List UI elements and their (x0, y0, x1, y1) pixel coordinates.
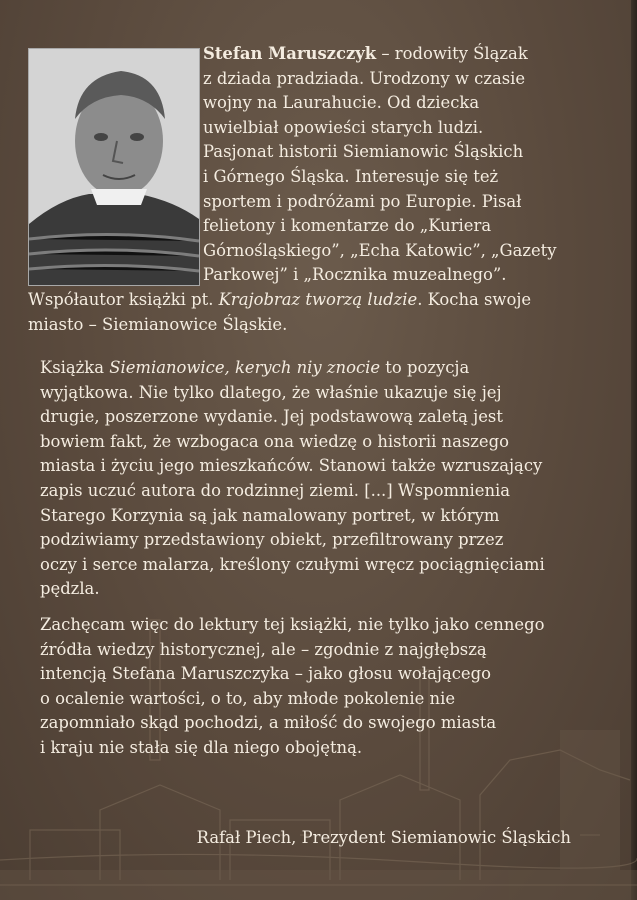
bio-line: Górnośląskiego”, „Echa Katowic”, „Gazety (203, 240, 557, 260)
book-title: Siemianowice, kerych niy znocie (109, 358, 381, 377)
review-text (40, 356, 580, 772)
review-signature: Rafał Piech, Prezydent Siemianowic Śląskich (196, 828, 571, 847)
bio-line: Pasjonat historii Siemianowic Śląskich (203, 142, 524, 162)
bio-line: felietony i komentarze do „Kuriera (203, 216, 492, 236)
review-paragraph-2: Zachęcam więc do lektury tej książki, nie tylko jako cennego źródła wiedzy historycznej, ale – zgodnie z najgłębszą intencją Stefana Maruszczyka – jako głosu wołającego o ocalenie wartości, o to, aby młode pokolenie nie zapomniało skąd pochodzi, a miłość do swojego miasta i kraju nie stała się dla niego obojętną. (40, 614, 545, 757)
bio-line: z dziada pradziada. Urodzony w czasie (203, 68, 526, 88)
author-name: Stefan Maruszczyk (203, 44, 377, 63)
bio-line: Stefan Maruszczyk – rodowity Ślązak (203, 44, 528, 63)
coauthor-book-title: Krajobraz tworzą ludzie (218, 289, 418, 309)
bio-line: Współautor książki pt. Krajobraz tworzą ludzie. Kocha swoje (28, 289, 532, 309)
bio-line: wojny na Laurahucie. Od dziecka (203, 93, 480, 113)
bio-line: miasto – Siemianowice Śląskie. (28, 314, 288, 334)
author-bio (28, 42, 588, 337)
review-paragraph-1: Książka Siemianowice, kerych niy znocie to pozycja wyjątkowa. Nie tylko dlatego, że właśnie ukazuje się jej drugie, poszerzone wydanie. Jej podstawową zaletą jest bowiem fakt, że wzbogaca ona wiedzę o historii naszego miasta i życiu jego mieszkańców. Stanowi także wzruszający zapis uczuć autora do rodzinnej ziemi. [...] Wspomnienia Starego Korzynia są jak namalowany portret, w którym podziwiamy przedstawiony obiekt, przefiltrowany przez oczy i serce malarza, kreślony czułymi wręcz pociągnięciami pędzla. (40, 358, 545, 599)
bio-line: uwielbiał opowieści starych ludzi. (203, 117, 484, 137)
bio-line: i Górnego Śląska. Interesuje się też (203, 166, 499, 186)
bio-line: sportem i podróżami po Europie. Pisał (203, 191, 522, 211)
bio-line: Parkowej” i „Rocznika muzealnego”. (203, 265, 507, 285)
